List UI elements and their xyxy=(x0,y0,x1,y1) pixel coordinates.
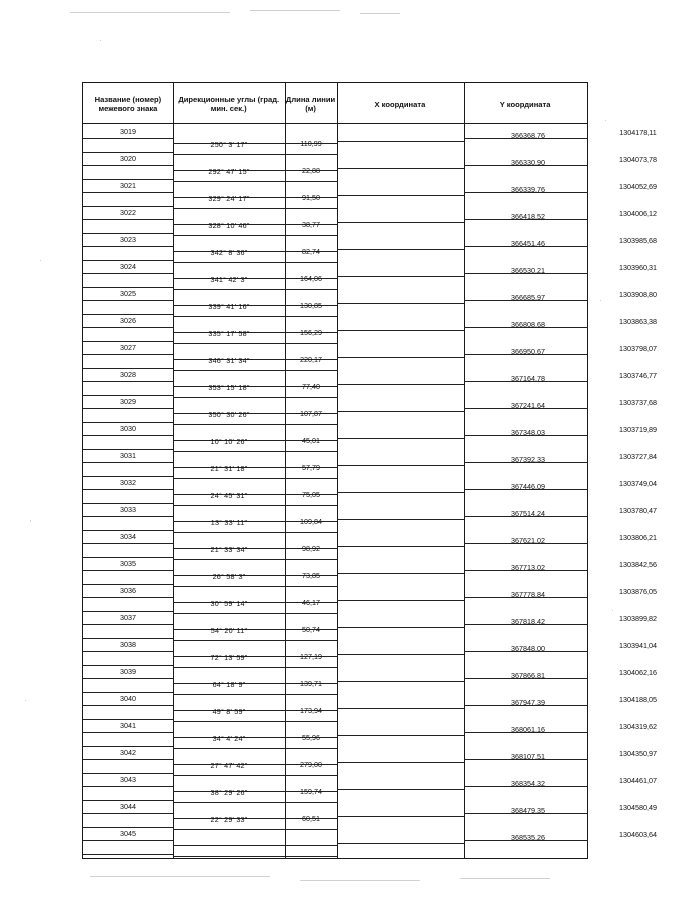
point-name: 3043 xyxy=(120,775,136,784)
direction-angle: 27° 47' 42" xyxy=(210,761,248,770)
y-coordinate: 1303960,31 xyxy=(619,263,657,272)
row-separator xyxy=(83,408,173,409)
direction-angle: 26° 58' 3" xyxy=(212,572,246,581)
table-header xyxy=(83,83,587,124)
point-name: 3029 xyxy=(120,397,136,406)
row-separator xyxy=(83,813,173,814)
point-name: 3034 xyxy=(120,532,136,541)
row-separator xyxy=(83,219,173,220)
row-separator xyxy=(173,424,337,425)
line-length: 55,96 xyxy=(302,733,320,742)
y-coordinate: 1304580,49 xyxy=(619,803,657,812)
row-separator xyxy=(464,273,588,274)
y-coordinate: 1303985,68 xyxy=(619,236,657,245)
row-separator xyxy=(83,611,173,612)
row-separator xyxy=(337,168,464,169)
row-separator xyxy=(83,516,173,517)
row-separator xyxy=(83,381,173,382)
row-separator xyxy=(337,330,464,331)
row-separator xyxy=(83,138,173,139)
row-separator xyxy=(337,600,464,601)
row-separator xyxy=(464,705,588,706)
direction-angle: 350° 30' 26" xyxy=(208,410,250,419)
row-separator xyxy=(464,813,588,814)
line-length: 109,84 xyxy=(300,517,322,526)
row-separator xyxy=(337,357,464,358)
row-separator xyxy=(464,732,588,733)
row-separator xyxy=(83,327,173,328)
row-separator xyxy=(83,732,173,733)
row-separator xyxy=(337,573,464,574)
row-separator xyxy=(464,624,588,625)
row-separator xyxy=(83,192,173,193)
y-coordinate: 1304178,11 xyxy=(619,128,657,137)
row-separator xyxy=(83,773,173,774)
line-length: 75,05 xyxy=(302,490,320,499)
line-length: 45,01 xyxy=(302,436,320,445)
row-separator xyxy=(173,451,337,452)
row-separator xyxy=(83,503,173,504)
scan-artifact xyxy=(250,10,340,11)
y-coordinate: 1303941,04 xyxy=(619,641,657,650)
row-separator xyxy=(337,843,464,844)
scan-artifact xyxy=(40,260,41,261)
row-separator xyxy=(83,665,173,666)
point-name: 3031 xyxy=(120,451,136,460)
line-length: 107,87 xyxy=(300,409,322,418)
row-separator xyxy=(173,694,337,695)
point-name: 3023 xyxy=(120,235,136,244)
point-name: 3042 xyxy=(120,748,136,757)
point-name: 3032 xyxy=(120,478,136,487)
direction-angle: 64° 18' 9" xyxy=(212,680,246,689)
direction-angle: 328° 10' 46" xyxy=(208,221,250,230)
row-separator xyxy=(464,462,588,463)
row-separator xyxy=(83,179,173,180)
row-separator xyxy=(83,435,173,436)
line-length: 82,74 xyxy=(302,247,320,256)
row-separator xyxy=(173,775,337,776)
row-separator xyxy=(337,762,464,763)
line-length: 22,88 xyxy=(302,166,320,175)
row-separator xyxy=(173,343,337,344)
row-separator xyxy=(83,354,173,355)
row-separator xyxy=(337,222,464,223)
row-separator xyxy=(464,300,588,301)
x-coordinate: 367947,39 xyxy=(511,698,545,707)
point-name: 3019 xyxy=(120,127,136,136)
scan-artifact xyxy=(360,13,400,14)
row-separator xyxy=(83,206,173,207)
row-separator xyxy=(173,397,337,398)
point-name: 3045 xyxy=(120,829,136,838)
line-length: 38,77 xyxy=(302,220,320,229)
row-separator xyxy=(173,640,337,641)
y-coordinate: 1303876,05 xyxy=(619,587,657,596)
row-separator xyxy=(83,300,173,301)
point-name: 3024 xyxy=(120,262,136,271)
row-separator xyxy=(173,586,337,587)
row-separator xyxy=(83,152,173,153)
row-separator xyxy=(83,462,173,463)
point-name: 3037 xyxy=(120,613,136,622)
row-separator xyxy=(337,816,464,817)
line-length: 57,79 xyxy=(302,463,320,472)
y-coordinate: 1303727,84 xyxy=(619,452,657,461)
x-coordinate: 368061,16 xyxy=(511,725,545,734)
x-coordinate: 368535,26 xyxy=(511,833,545,842)
y-coordinate: 1303899,82 xyxy=(619,614,657,623)
line-length: 159,74 xyxy=(300,787,322,796)
point-name: 3022 xyxy=(120,208,136,217)
y-coordinate: 1304006,12 xyxy=(619,209,657,218)
line-length: 130,85 xyxy=(300,301,322,310)
line-length: 91,50 xyxy=(302,193,320,202)
point-name: 3033 xyxy=(120,505,136,514)
row-separator xyxy=(83,476,173,477)
point-name: 3028 xyxy=(120,370,136,379)
row-separator xyxy=(337,627,464,628)
x-coordinate: 366451,46 xyxy=(511,239,545,248)
x-coordinate: 366530,21 xyxy=(511,266,545,275)
scan-artifact xyxy=(600,300,601,301)
point-name: 3020 xyxy=(120,154,136,163)
row-separator xyxy=(173,667,337,668)
line-length: 156,29 xyxy=(300,328,322,337)
direction-angle: 335° 17' 58" xyxy=(208,329,250,338)
scan-artifact xyxy=(30,520,31,522)
row-separator xyxy=(173,613,337,614)
y-coordinate: 1303780,47 xyxy=(619,506,657,515)
row-separator xyxy=(83,692,173,693)
row-separator xyxy=(337,654,464,655)
direction-angle: 342° 8' 36" xyxy=(210,248,248,257)
y-coordinate: 1303737,68 xyxy=(619,398,657,407)
x-coordinate: 367818,42 xyxy=(511,617,545,626)
y-coordinate: 1304603,64 xyxy=(619,830,657,839)
row-separator xyxy=(83,530,173,531)
y-coordinate: 1303746,77 xyxy=(619,371,657,380)
y-coordinate: 1304350,97 xyxy=(619,749,657,758)
row-separator xyxy=(83,854,173,855)
row-separator xyxy=(337,735,464,736)
row-separator xyxy=(337,249,464,250)
row-separator xyxy=(464,570,588,571)
row-separator xyxy=(83,705,173,706)
row-separator xyxy=(83,827,173,828)
x-coordinate: 368107,51 xyxy=(511,752,545,761)
y-coordinate: 1303798,07 xyxy=(619,344,657,353)
row-separator xyxy=(83,624,173,625)
scan-artifact xyxy=(612,610,613,611)
row-separator xyxy=(83,570,173,571)
direction-angle: 341° 42' 3" xyxy=(210,275,248,284)
line-length: 220,17 xyxy=(300,355,322,364)
row-separator xyxy=(173,208,337,209)
direction-angle: 339° 41' 16" xyxy=(208,302,250,311)
direction-angle: 24° 45' 31" xyxy=(210,491,248,500)
row-separator xyxy=(173,748,337,749)
point-name: 3021 xyxy=(120,181,136,190)
row-separator xyxy=(83,422,173,423)
row-separator xyxy=(173,559,337,560)
x-coordinate: 367621,02 xyxy=(511,536,545,545)
y-coordinate: 1304461,07 xyxy=(619,776,657,785)
y-coordinate: 1304319,62 xyxy=(619,722,657,731)
row-separator xyxy=(173,478,337,479)
row-separator xyxy=(464,543,588,544)
row-separator xyxy=(464,246,588,247)
y-coordinate: 1304188,05 xyxy=(619,695,657,704)
point-name: 3040 xyxy=(120,694,136,703)
row-separator xyxy=(173,505,337,506)
y-coordinate: 1303749,04 xyxy=(619,479,657,488)
line-length: 73,85 xyxy=(302,571,320,580)
point-name: 3038 xyxy=(120,640,136,649)
scan-artifact xyxy=(300,880,420,881)
row-separator xyxy=(337,438,464,439)
line-length: 139,71 xyxy=(300,679,322,688)
line-length: 46,17 xyxy=(302,598,320,607)
row-separator xyxy=(173,370,337,371)
y-coordinate: 1303719,89 xyxy=(619,425,657,434)
row-separator xyxy=(83,719,173,720)
header-name: Название (номер) межевого знака xyxy=(94,95,162,113)
line-length: 77,40 xyxy=(302,382,320,391)
row-separator xyxy=(173,856,337,857)
row-separator xyxy=(83,260,173,261)
y-coordinate: 1303863,38 xyxy=(619,317,657,326)
line-length: 279,00 xyxy=(300,760,322,769)
x-coordinate: 367848,00 xyxy=(511,644,545,653)
point-name: 3027 xyxy=(120,343,136,352)
header-angles: Дирекционные углы (град. мин. сек.) xyxy=(178,95,280,113)
row-separator xyxy=(173,845,337,846)
x-coordinate: 367348,03 xyxy=(511,428,545,437)
row-separator xyxy=(83,786,173,787)
row-separator xyxy=(337,411,464,412)
direction-angle: 38° 29' 26" xyxy=(210,788,248,797)
row-separator xyxy=(464,354,588,355)
row-separator xyxy=(83,489,173,490)
row-separator xyxy=(337,519,464,520)
x-coordinate: 366330,90 xyxy=(511,158,545,167)
direction-angle: 54° 20' 11" xyxy=(210,626,248,635)
x-coordinate: 367514,24 xyxy=(511,509,545,518)
row-separator xyxy=(464,327,588,328)
row-separator xyxy=(464,408,588,409)
row-separator xyxy=(83,651,173,652)
row-separator xyxy=(173,289,337,290)
x-coordinate: 368479,35 xyxy=(511,806,545,815)
row-separator xyxy=(337,303,464,304)
row-separator xyxy=(337,789,464,790)
row-separator xyxy=(337,546,464,547)
row-separator xyxy=(337,681,464,682)
x-coordinate: 367866,81 xyxy=(511,671,545,680)
row-separator xyxy=(83,800,173,801)
point-name: 3036 xyxy=(120,586,136,595)
point-name: 3030 xyxy=(120,424,136,433)
row-separator xyxy=(464,138,588,139)
row-separator xyxy=(337,141,464,142)
direction-angle: 250° 3' 17" xyxy=(210,140,248,149)
row-separator xyxy=(337,465,464,466)
header-length: Длина линии (м) xyxy=(285,95,336,113)
scan-artifact xyxy=(25,700,26,701)
row-separator xyxy=(173,235,337,236)
direction-angle: 72° 13' 59" xyxy=(210,653,248,662)
point-name: 3039 xyxy=(120,667,136,676)
line-length: 98,92 xyxy=(302,544,320,553)
y-coordinate: 1304073,78 xyxy=(619,155,657,164)
row-separator xyxy=(173,316,337,317)
scan-artifact xyxy=(605,120,606,121)
x-coordinate: 366418,52 xyxy=(511,212,545,221)
row-separator xyxy=(83,368,173,369)
direction-angle: 13° 33' 11" xyxy=(210,518,248,527)
x-coordinate: 366368,76 xyxy=(511,131,545,140)
point-name: 3025 xyxy=(120,289,136,298)
x-coordinate: 366339,76 xyxy=(511,185,545,194)
x-coordinate: 367778,84 xyxy=(511,590,545,599)
y-coordinate: 1304052,69 xyxy=(619,182,657,191)
direction-angle: 21° 31' 18" xyxy=(210,464,248,473)
y-coordinate: 1303806,21 xyxy=(619,533,657,542)
row-separator xyxy=(464,165,588,166)
row-separator xyxy=(83,165,173,166)
row-separator xyxy=(83,638,173,639)
direction-angle: 346° 31' 34" xyxy=(208,356,250,365)
row-separator xyxy=(464,678,588,679)
scan-artifact xyxy=(70,12,230,13)
x-coordinate: 366685,97 xyxy=(511,293,545,302)
row-separator xyxy=(337,276,464,277)
row-separator xyxy=(464,651,588,652)
row-separator xyxy=(83,233,173,234)
row-separator xyxy=(83,273,173,274)
line-length: 50,74 xyxy=(302,625,320,634)
row-separator xyxy=(464,786,588,787)
line-length: 110,99 xyxy=(300,139,322,148)
direction-angle: 49° 8' 59" xyxy=(212,707,246,716)
row-separator xyxy=(83,246,173,247)
row-separator xyxy=(173,154,337,155)
row-separator xyxy=(464,759,588,760)
row-separator xyxy=(83,449,173,450)
row-separator xyxy=(83,341,173,342)
direction-angle: 34° 4' 24" xyxy=(212,734,246,743)
point-name: 3035 xyxy=(120,559,136,568)
row-separator xyxy=(337,708,464,709)
row-separator xyxy=(337,384,464,385)
direction-angle: 21° 33' 34" xyxy=(210,545,248,554)
direction-angle: 22° 29' 33" xyxy=(210,815,248,824)
row-separator xyxy=(83,678,173,679)
scan-artifact xyxy=(90,876,270,877)
row-separator xyxy=(173,721,337,722)
row-separator xyxy=(464,435,588,436)
row-separator xyxy=(83,840,173,841)
x-coordinate: 366950,67 xyxy=(511,347,545,356)
row-separator xyxy=(464,489,588,490)
line-length: 164,06 xyxy=(300,274,322,283)
direction-angle: 292° 47' 15" xyxy=(208,167,250,176)
x-coordinate: 367446,09 xyxy=(511,482,545,491)
line-length: 127,19 xyxy=(300,652,322,661)
scan-artifact xyxy=(100,40,101,41)
row-separator xyxy=(173,829,337,830)
direction-angle: 30° 59' 14" xyxy=(210,599,248,608)
row-separator xyxy=(83,395,173,396)
x-coordinate: 367392,33 xyxy=(511,455,545,464)
y-coordinate: 1303908,80 xyxy=(619,290,657,299)
scan-artifact xyxy=(460,878,550,879)
x-coordinate: 367164,78 xyxy=(511,374,545,383)
y-coordinate: 1304062,16 xyxy=(619,668,657,677)
boundary-coordinates-table xyxy=(82,82,657,859)
x-coordinate: 366808,68 xyxy=(511,320,545,329)
row-separator xyxy=(464,516,588,517)
table-body xyxy=(83,124,657,858)
row-separator xyxy=(173,262,337,263)
row-separator xyxy=(173,802,337,803)
line-length: 60,51 xyxy=(302,814,320,823)
row-separator xyxy=(464,192,588,193)
row-separator xyxy=(173,532,337,533)
row-separator xyxy=(464,219,588,220)
x-coordinate: 367713,02 xyxy=(511,563,545,572)
point-name: 3026 xyxy=(120,316,136,325)
row-separator xyxy=(83,557,173,558)
row-separator xyxy=(464,840,588,841)
direction-angle: 353° 15' 18" xyxy=(208,383,250,392)
row-separator xyxy=(173,181,337,182)
row-separator xyxy=(83,759,173,760)
y-coordinate: 1303842,56 xyxy=(619,560,657,569)
x-coordinate: 368354,32 xyxy=(511,779,545,788)
row-separator xyxy=(83,314,173,315)
x-coordinate: 367241,64 xyxy=(511,401,545,410)
row-separator xyxy=(337,195,464,196)
point-name: 3041 xyxy=(120,721,136,730)
direction-angle: 329° 24' 17" xyxy=(208,194,250,203)
row-separator xyxy=(83,746,173,747)
row-separator xyxy=(83,287,173,288)
line-length: 173,94 xyxy=(300,706,322,715)
row-separator xyxy=(464,381,588,382)
point-name: 3044 xyxy=(120,802,136,811)
row-separator xyxy=(464,597,588,598)
row-separator xyxy=(83,584,173,585)
row-separator xyxy=(83,597,173,598)
header-x: X координата xyxy=(374,99,426,109)
direction-angle: 10° 10' 26" xyxy=(210,437,248,446)
row-separator xyxy=(337,492,464,493)
row-separator xyxy=(83,543,173,544)
header-y: Y координата xyxy=(499,99,551,109)
